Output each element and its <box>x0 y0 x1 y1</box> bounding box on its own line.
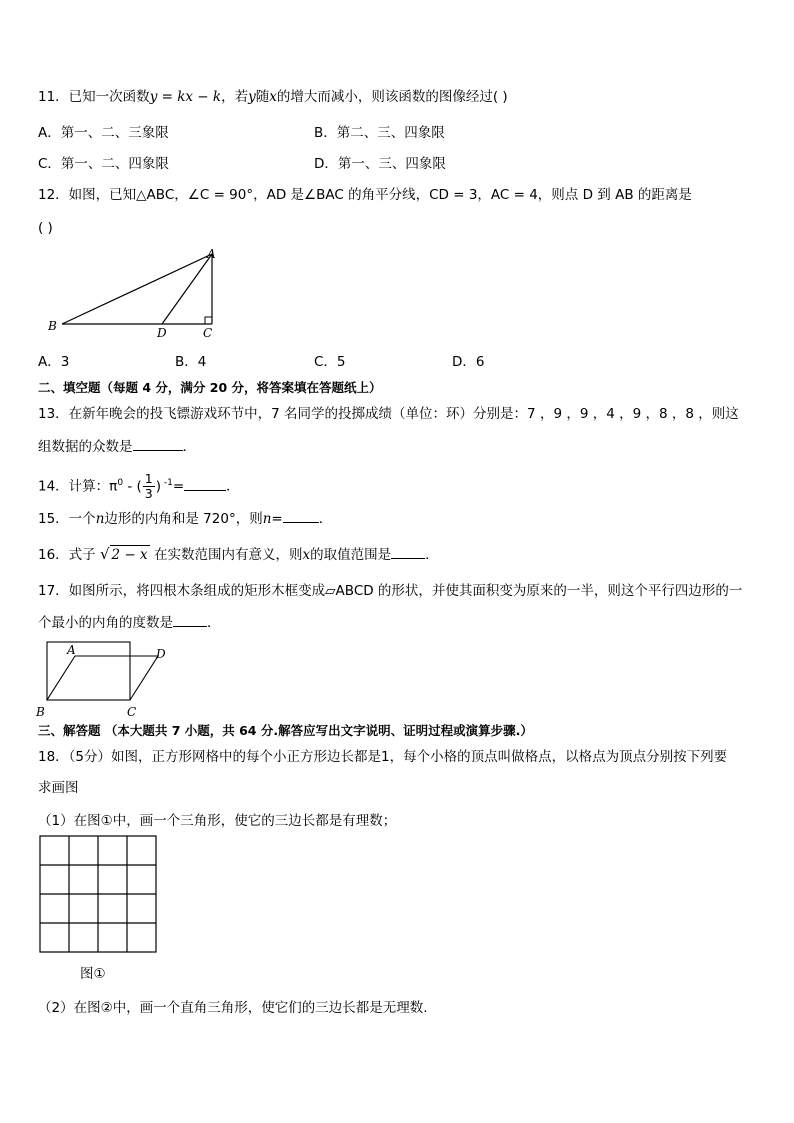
q16-mid: 在实数范围内有意义，则 <box>149 547 303 563</box>
q15-mid: 边形的内角和是 720°，则 <box>104 511 263 527</box>
q15-answer-blank <box>283 509 319 523</box>
q18-line1: 18．（5分）如图，正方形网格中的每个小正方形边长都是1，每个小格的顶点叫做格点，以格点为顶点分别按下列要 <box>38 749 728 765</box>
q11-mid-y: y <box>248 89 256 105</box>
q13-line1: 13．在新年晚会的投飞镖游戏环节中，7 名同学的投掷成绩（单位：环）分别是：7 ，9 ，9 ，4 ，9 ，8 ，8 ，则这 <box>38 406 739 422</box>
q16-prefix: 16．式子 <box>38 547 100 563</box>
q14-frac-den: 3 <box>144 486 153 501</box>
q12-line2: ( ) <box>38 220 53 236</box>
q15-line <box>38 509 332 528</box>
q18-part2: （2）在图②中，画一个直角三角形，使它们的三边长都是无理数. <box>38 1000 428 1016</box>
q12-option-d: D．6 <box>452 354 485 370</box>
label-a: A <box>207 247 216 261</box>
q18-line2: 求画图 <box>38 780 79 796</box>
q16-suffix: 的取值范围是 <box>310 547 392 563</box>
q11-func-eq: = kx − k <box>157 89 222 105</box>
label-b: B <box>36 705 45 719</box>
label-b: B <box>48 319 57 333</box>
segment-ad <box>162 254 212 324</box>
q18-figure-caption: 图① <box>80 966 106 982</box>
q11-option-d: D．第一、三、四象限 <box>314 156 446 172</box>
label-a: A <box>67 643 76 657</box>
grid-lines <box>40 836 156 952</box>
q14-exp0: 0 <box>117 478 124 488</box>
q11-suffix: 的增大而减小，则该函数的图像经过( ) <box>276 89 508 105</box>
q11-mid1: ，若 <box>221 89 249 105</box>
label-d: D <box>156 647 166 661</box>
original-rectangle <box>47 642 130 700</box>
q17-answer-blank <box>173 613 207 627</box>
sqrt-radical-sign: √ <box>99 545 110 563</box>
q16-end: ． <box>425 547 439 563</box>
q12-option-a: A．3 <box>38 354 70 370</box>
q17-line1: 17．如图所示，将四根木条组成的矩形木框变成▱ABCD 的形状，并使其面积变为原来的一半，则这个平行四边形的一 <box>38 583 743 599</box>
q14-answer-blank <box>184 477 226 491</box>
q12-triangle-figure <box>40 246 230 342</box>
q11-option-a: A．第一、二、三象限 <box>38 125 169 141</box>
parallelogram-abcd <box>47 656 158 700</box>
q11-func-y: y <box>149 89 158 105</box>
q12-option-c: C．5 <box>314 354 346 370</box>
q11-stem <box>38 88 508 106</box>
q15-end: ． <box>318 511 333 527</box>
q14-end: ． <box>226 478 240 495</box>
q15-var2: n <box>262 511 272 527</box>
q13-line2 <box>38 437 196 456</box>
q11-mid-x: x <box>269 89 277 105</box>
q15-var: n <box>95 511 105 527</box>
q11-prefix: 11．已知一次函数 <box>38 89 150 105</box>
q13-answer-blank <box>133 437 183 451</box>
q15-prefix: 15．一个 <box>38 511 96 527</box>
q15-eq: = <box>271 511 283 527</box>
q14-minus: - ( <box>123 478 142 495</box>
q14-fraction <box>143 472 155 501</box>
q17-parallelogram-figure <box>34 638 179 720</box>
q11-option-b: B．第二、三、四象限 <box>314 125 445 141</box>
q12-line1: 12．如图，已知△ABC，∠C = 90°，AD 是∠BAC 的角平分线，CD = 3，AC = 4，则点 D 到 AB 的距离是 <box>38 187 692 203</box>
q14-line <box>38 472 240 501</box>
q14-prefix: 14．计算：π <box>38 478 118 495</box>
q14-frac-num: 1 <box>144 471 153 486</box>
q16-var: x <box>302 547 311 563</box>
q18-part1: （1）在图①中，画一个三角形，使它的三边长都是有理数； <box>38 813 397 829</box>
q14-exp-neg1: -1 <box>161 478 173 488</box>
q17-end: ． <box>207 615 221 631</box>
q16-radicand: 2 − x <box>111 547 148 563</box>
q17-line2-text: 个最小的内角的度数是 <box>38 615 173 631</box>
segment-ab <box>62 254 212 324</box>
section2-heading: 二、填空题（每题 4 分，满分 20 分，将答案填在答题纸上） <box>38 380 382 395</box>
label-d: D <box>157 326 167 340</box>
q13-line2-text: 组数据的众数是 <box>38 439 133 455</box>
q16-answer-blank <box>391 545 425 559</box>
q13-end: ． <box>182 439 196 455</box>
q11-option-c: C．第一、二、四象限 <box>38 156 169 172</box>
section3-heading: 三、解答题 （本大题共 7 小题，共 64 分.解答应写出文字说明、证明过程或演算步骤.） <box>38 723 533 738</box>
q16-line <box>38 545 439 564</box>
right-angle-mark <box>205 317 212 324</box>
q18-grid-figure-1 <box>39 835 159 955</box>
label-c: C <box>203 326 213 340</box>
q14-eq: = <box>172 478 185 495</box>
q17-line2 <box>38 613 221 632</box>
q12-option-b: B．4 <box>175 354 207 370</box>
q14-close: ) <box>155 478 162 495</box>
label-c: C <box>127 705 137 719</box>
q11-mid2: 随 <box>255 89 270 105</box>
